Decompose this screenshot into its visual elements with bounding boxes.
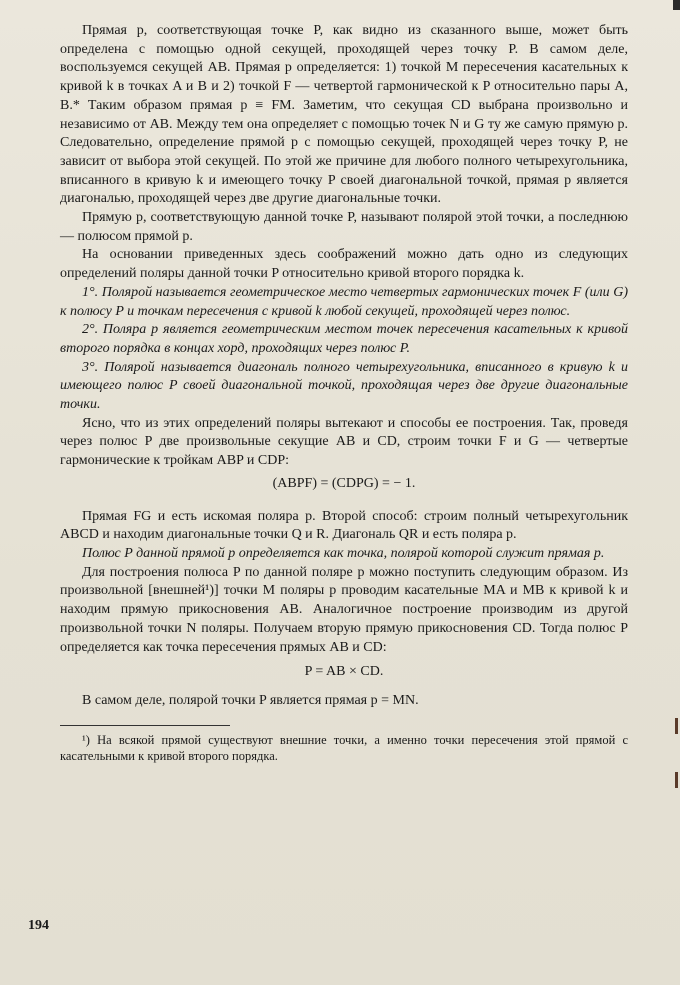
definition-3: 3°. Полярой называется диагональ полного четырехугольника, вписанного в кривую k и имеющего полюс P своей диагональной точкой, проходящая через две другие диагональные точки. [60, 359, 628, 413]
body-text [60, 22, 628, 764]
paragraph: В самом деле, полярой точки P является прямая p = MN. [82, 692, 419, 708]
margin-mark [675, 772, 678, 788]
page-number: 194 [28, 918, 49, 933]
definition-2: 2°. Поляра p является геометрическим местом точек пересечения касательных к кривой второго порядка в концах хорд, проходящих через полюс P. [60, 322, 628, 356]
paragraph: Прямую p, соответствующую данной точке P, называют полярой этой точки, а последнюю — полюсом прямой p. [60, 210, 628, 244]
pole-definition: Полюс P данной прямой p определяется как точка, полярой которой служит прямая p. [82, 545, 605, 561]
margin-mark [675, 718, 678, 734]
definition-1: 1°. Полярой называется геометрическое место четвертых гармонических точек F (или G) к полюсу P и точкам пересечения с кривой k любой секущей, проходящей через полюс. [60, 284, 628, 319]
footnote: ¹) На всякой прямой существуют внешние точки, а именно точки пересечения этой прямой с касательными к кривой второго порядка. [60, 732, 628, 763]
paragraph: Прямая FG и есть искомая поляра p. Второй способ: строим полный четырехугольник ABCD и находим диагональные точки Q и R. Диагональ QR и есть поляра p. [60, 508, 628, 543]
paragraph: На основании приведенных здесь соображений можно дать одно из следующих определений поляры данной точки P относительно кривой второго порядка k. [60, 247, 628, 282]
corner-mark [673, 0, 680, 10]
formula-cross-ratio: (ABPF) = (CDPG) = − 1. [272, 475, 416, 491]
formula-intersection: P = AB × CD. [304, 664, 384, 680]
paragraph: Прямая p, соответствующая точке P, как видно из сказанного выше, может быть определена с помощью одной секущей, проходящей через точку P. В самом деле, воспользуемся секущей AB. Прямая p определяется: 1) точкой M пересечения касательных к кривой k в точках A и B и 2) точкой F — четвертой гармонической к P относительно пары A, B.* Таким образом прямая p ≡ FM. Заметим, что секущая CD выбрана произвольно и независимо от AB. Между тем она определяет с помощью точек N и G ту же самую прямую p. Следовательно, определение прямой p с помощью секущей, проходящей через точку P, не зависит от выбора этой секущей. По этой же причине для любого полного четырехугольника, вписанного в кривую k и имеющего точку P своей диагональной точкой, прямая p является диагональю, проходящей через две другие диагональные точки. [60, 23, 628, 207]
paragraph: Ясно, что из этих определений поляры вытекают и способы ее построения. Так, проведя через полюс P две произвольные секущие AB и CD, строим точки F и G — четвертые гармонические к тройкам ABP и CDP: [60, 415, 628, 469]
footnote-divider [60, 725, 230, 726]
paragraph: Для построения полюса P по данной поляре p можно поступить следующим образом. Из произвольной [внешней¹)] точки M поляры p проводим касательные MA и MB к кривой k и находим прямую прикосновения AB. Аналогичное построение производим из другой произвольной точки N поляры. Получаем вторую прямую прикосновения CD. Тогда полюс P определяется как точка пересечения прямых AB и CD: [60, 564, 628, 655]
